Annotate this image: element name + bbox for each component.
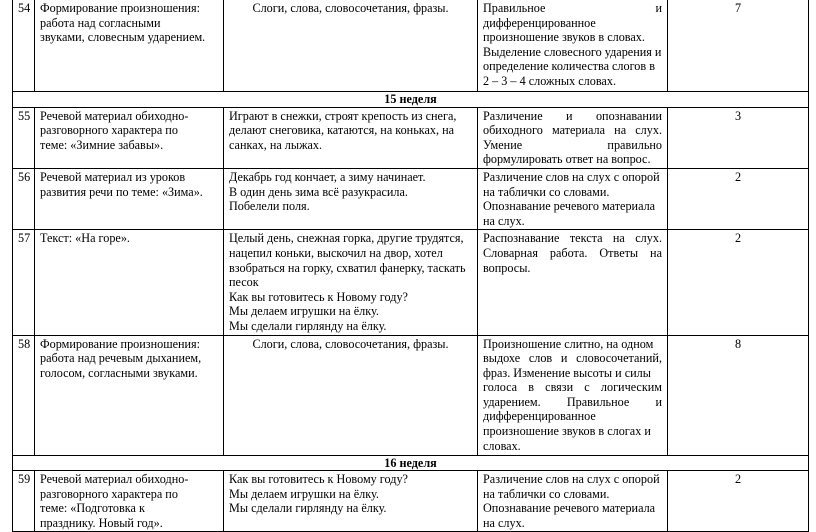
skills-description-line: Произношение слитно, на одном — [483, 336, 654, 351]
skills-description-line: на таблички со словами. — [483, 486, 610, 501]
speech-material — [224, 168, 478, 229]
speech-material-line: взобраться на горку, схватил фанерку, таскать — [229, 260, 466, 275]
skills-description-line: дифференцированное — [483, 409, 596, 424]
speech-material-line: песок — [229, 275, 259, 290]
lesson-topic-line: Речевой материал из уроков — [40, 169, 186, 184]
lesson-row — [13, 471, 809, 532]
lesson-topic-line: Формирование произношения: — [40, 336, 201, 351]
lesson-row — [13, 107, 809, 168]
skills-description-line: Словарная работа. Ответы на — [483, 245, 662, 260]
speech-material-line: Как вы готовитесь к Новому году? — [229, 289, 408, 304]
lesson-row — [13, 230, 809, 335]
lesson-topic-line: Текст: «На горе». — [40, 231, 130, 246]
skills-description — [478, 471, 668, 532]
lesson-plan-table — [12, 0, 809, 532]
lesson-topic-line: разговорного характера по — [40, 486, 178, 501]
hours-count: 2 — [668, 168, 809, 229]
skills-description-line: Распознавание текста на слух. — [483, 231, 662, 246]
skills-description — [478, 335, 668, 455]
speech-material-line: санках, на лыжах. — [229, 137, 323, 152]
skills-description-line: на таблички со словами. — [483, 184, 610, 199]
lesson-topic-line: Речевой материал обиходно- — [40, 472, 189, 487]
skills-description-line: словах. — [483, 438, 521, 453]
lesson-topic-line: теме: «Подготовка к — [40, 501, 145, 516]
speech-material-line: Целый день, снежная горка, другие трудятся, — [229, 231, 464, 246]
skills-description — [478, 168, 668, 229]
lesson-topic-line: Формирование произношения: — [40, 1, 201, 15]
skills-description-line: выдохе слов и словосочетаний, — [483, 351, 662, 366]
lesson-topic — [35, 107, 224, 168]
skills-description-line: Опознавание речевого материала — [483, 501, 656, 516]
lesson-number: 57 — [13, 230, 35, 335]
lesson-row — [13, 335, 809, 455]
skills-description-line: Выделение словесного ударения и — [483, 44, 662, 59]
lesson-number: 59 — [13, 471, 35, 532]
lesson-topic-line: разговорного характера по — [40, 123, 178, 138]
skills-description-line: голоса в связи с логическим — [483, 380, 662, 395]
skills-description-line: 2 – 3 – 4 сложных словах. — [483, 73, 616, 88]
lesson-number: 58 — [13, 335, 35, 455]
lesson-topic-line: празднику. Новый год». — [40, 515, 163, 530]
skills-description-line: Различение слов на слух с опорой — [483, 472, 660, 487]
speech-material-line: Играют в снежки, строят крепость из снега, — [229, 108, 457, 123]
lesson-topic-line: голосом, согласными звуками. — [40, 365, 198, 380]
skills-description-line: определение количества слогов в — [483, 59, 655, 74]
speech-material — [224, 335, 478, 455]
speech-material-line: Мы сделали гирлянду на ёлку. — [229, 501, 387, 516]
hours-count: 3 — [668, 107, 809, 168]
skills-description-line: вопросы. — [483, 260, 531, 275]
hours-count: 8 — [668, 335, 809, 455]
speech-material-line: В один день зима всё разукрасила. — [229, 184, 408, 199]
lesson-topic — [35, 230, 224, 335]
hours-count: 2 — [668, 230, 809, 335]
lesson-row — [13, 168, 809, 229]
skills-description — [478, 230, 668, 335]
speech-material-line: Как вы готовитесь к Новому году? — [229, 472, 408, 487]
skills-description-line: на слух. — [483, 213, 525, 228]
lesson-topic — [35, 335, 224, 455]
speech-material-line: Мы делаем игрушки на ёлку. — [229, 486, 379, 501]
lesson-topic-line: Речевой материал обиходно- — [40, 108, 189, 123]
lesson-row — [13, 0, 809, 92]
speech-material — [224, 0, 478, 92]
skills-description-line: Различение и опознавании — [483, 108, 662, 123]
speech-material-line: Мы сделали гирлянду на ёлку. — [229, 318, 387, 333]
skills-description-line: обиходного материала на слух. — [483, 123, 662, 138]
speech-material-line: Слоги, слова, словосочетания, фразы. — [252, 336, 449, 351]
skills-description-line: формулировать ответ на вопрос. — [483, 152, 651, 167]
lesson-topic — [35, 168, 224, 229]
week-label: 16 неделя — [13, 455, 809, 471]
skills-description-line: фраз. Изменение высоты и силы — [483, 365, 651, 380]
week-header-row — [13, 92, 809, 108]
lesson-topic-line: звуками, словесным ударением. — [40, 30, 206, 45]
speech-material-line: делают снеговика, катаются, на коньках, на — [229, 123, 455, 138]
speech-material-line: Слоги, слова, словосочетания, фразы. — [252, 1, 449, 15]
skills-description-line: ударением. Правильное и — [483, 394, 662, 409]
hours-count: 2 — [668, 471, 809, 532]
skills-description-line: произношение звуков в словах. — [483, 30, 645, 45]
skills-description-line: дифференцированное — [483, 15, 596, 30]
speech-material — [224, 230, 478, 335]
week-label: 15 неделя — [13, 92, 809, 108]
skills-description-line: произношение звуков в слогах и — [483, 424, 651, 439]
lesson-topic — [35, 471, 224, 532]
skills-description-line: на слух. — [483, 515, 525, 530]
speech-material — [224, 107, 478, 168]
lesson-number: 54 — [13, 0, 35, 92]
lesson-topic-line: работа над согласными — [40, 15, 161, 30]
lesson-topic — [35, 0, 224, 92]
skills-description-line: Различение слов на слух с опорой — [483, 169, 660, 184]
speech-material — [224, 471, 478, 532]
skills-description-line: Правильное и — [483, 1, 662, 15]
speech-material-line: Мы делаем игрушки на ёлку. — [229, 304, 379, 319]
speech-material-line: нацепил коньки, выскочил на двор, хотел — [229, 245, 443, 260]
skills-description-line: Умение правильно — [483, 137, 662, 152]
speech-material-line: Побелели поля. — [229, 199, 310, 214]
lesson-plan-body — [13, 0, 809, 532]
skills-description — [478, 107, 668, 168]
lesson-topic-line: развития речи по теме: «Зима». — [40, 184, 203, 199]
lesson-number: 55 — [13, 107, 35, 168]
lesson-topic-line: теме: «Зимние забавы». — [40, 137, 164, 152]
lesson-topic-line: работа над речевым дыханием, — [40, 351, 202, 366]
speech-material-line: Декабрь год кончает, а зиму начинает. — [229, 169, 426, 184]
skills-description — [478, 0, 668, 92]
week-header-row — [13, 455, 809, 471]
lesson-number: 56 — [13, 168, 35, 229]
skills-description-line: Опознавание речевого материала — [483, 199, 656, 214]
hours-count: 7 — [668, 0, 809, 92]
